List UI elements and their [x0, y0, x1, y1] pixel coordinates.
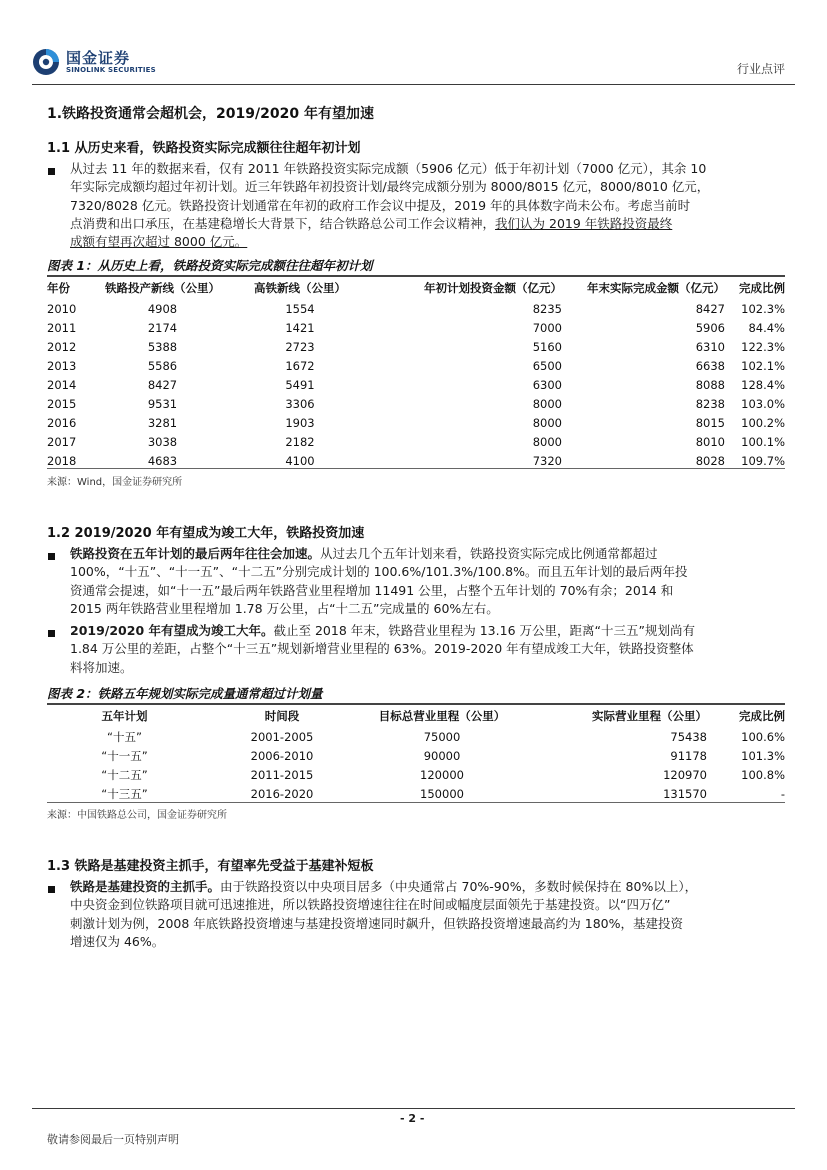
table-cell: 1672: [285, 358, 315, 373]
table-cell: 8427: [695, 301, 725, 316]
table-cell: 3038: [147, 434, 178, 449]
table-cell: 1554: [285, 301, 315, 316]
paragraph-line: 铁路是基建投资的主抓手。由于铁路投资以中央项目居多（中央通常占 70%-90%，多数时候保持在 80%以上），: [70, 879, 698, 894]
company-logo: [32, 46, 162, 78]
table-cell: 8000: [532, 396, 562, 411]
paragraph-line: 刺激计划为例，2008 年底铁路投资增速与基建投资增速同时飙升，但铁路投资增速最高约为 180%，基建投资: [70, 915, 683, 931]
paragraph-line: [70, 233, 785, 251]
table-cell: 8000: [532, 415, 562, 430]
paragraph-line: 资通常会提速，如“十一五”最后两年铁路营业里程增加 11491 公里，占整个五年计划的 70%有余；2014 和: [70, 582, 674, 598]
table-cell: 2016-2020: [250, 786, 314, 801]
table-cell: 91178: [670, 748, 707, 763]
table-cell: 128.4%: [741, 377, 785, 392]
table-cell: 150000: [420, 786, 464, 801]
table-cell: 100.2%: [741, 415, 785, 430]
table-cell: 109.7%: [741, 453, 785, 468]
table-cell: -: [780, 786, 785, 801]
bullet-marker: [48, 553, 55, 560]
table-cell: 8427: [147, 377, 178, 392]
bullet-marker: [48, 630, 55, 637]
table-cell: 2010: [47, 301, 77, 316]
table-cell: 2015: [47, 396, 77, 411]
column-header: 完成比例: [739, 281, 785, 295]
paragraph-1-3: [70, 878, 785, 951]
paragraph-line: 增速仅为 46%。: [70, 933, 165, 949]
key-conclusion: 我们认为 2019 年铁路投资最终: [495, 215, 673, 231]
table-bottom-rule: [47, 802, 785, 803]
logo-chinese-text: 国金证券: [66, 49, 131, 67]
table-cell: 2001-2005: [250, 729, 314, 744]
paragraph-1-2-a: [70, 545, 785, 618]
table-cell: 6638: [695, 358, 725, 373]
table-row: [47, 746, 785, 765]
table-cell: 100.6%: [741, 729, 785, 744]
table-row: [47, 299, 785, 318]
document-type-label: 行业点评: [736, 62, 785, 76]
table-cell: 1421: [285, 320, 315, 335]
table-cell: 2014: [47, 377, 77, 392]
section-title: 1.铁路投资通常会超机会，2019/2020 年有望加速: [47, 106, 374, 122]
paragraph-line: 7320/8028 亿元。铁路投资计划通常在年初的政府工作会议中提及，2019 年的具体数字尚未公布。考虑当前时: [70, 197, 691, 213]
table-cell: 2723: [285, 339, 315, 354]
table-cell: 100.1%: [741, 434, 785, 449]
footer-divider: [32, 1108, 795, 1109]
page-number: - 2 -: [400, 1112, 425, 1125]
paragraph-line: 1.84 万公里的差距，占整个“十三五”规划新增营业里程的 63%。2019-2020 年有望成竣工大年，铁路投资整体: [70, 641, 694, 657]
key-conclusion: 成额有望再次超过 8000 亿元。: [70, 234, 248, 250]
table-cell: 103.0%: [741, 396, 785, 411]
figure-2-source: 来源：中国铁路总公司，国金证券研究所: [47, 810, 227, 821]
table-cell: 2013: [47, 358, 77, 373]
table-row: [47, 356, 785, 375]
table-cell: 2012: [47, 339, 77, 354]
header-divider: [32, 84, 795, 85]
column-header: 五年计划: [101, 709, 148, 723]
table-cell: 9531: [147, 396, 178, 411]
table-cell: 2006-2010: [250, 748, 314, 763]
column-header: 年份: [47, 281, 70, 295]
subsection-1-3-title: 1.3 铁路是基建投资主抓手，有望率先受益于基建补短板: [47, 859, 374, 874]
table-cell: 2174: [147, 320, 178, 335]
table-cell: 2016: [47, 415, 77, 430]
table-row: [47, 765, 785, 784]
bullet-lead: 2019/2020 年有望成为竣工大年。: [70, 623, 274, 638]
paragraph-line: 料将加速。: [70, 659, 133, 675]
column-header: 年初计划投资金额（亿元）: [424, 281, 562, 295]
table-cell: 8010: [695, 434, 725, 449]
table-row: [47, 727, 785, 746]
table-cell: 4100: [285, 453, 315, 468]
table-cell: 5388: [147, 339, 178, 354]
table-cell: 6300: [532, 377, 562, 392]
table-cell: 7000: [532, 320, 562, 335]
table-row: [47, 318, 785, 337]
table-cell: 4908: [147, 301, 178, 316]
table-cell: 8015: [695, 415, 725, 430]
table-row: [47, 432, 785, 451]
subsection-1-2-title: 1.2 2019/2020 年有望成为竣工大年，铁路投资加速: [47, 526, 365, 541]
paragraph-line: 铁路投资在五年计划的最后两年往往会加速。从过去几个五年计划来看，铁路投资实际完成比例通常都超过: [70, 546, 658, 561]
table-cell: 6500: [532, 358, 562, 373]
railway-investment-table: [47, 277, 785, 470]
table-cell: 8028: [695, 453, 725, 468]
bullet-lead: 铁路是基建投资的主抓手。: [70, 879, 221, 894]
table-cell: 75000: [423, 729, 461, 744]
table-cell: 2182: [285, 434, 315, 449]
table-cell: 120000: [420, 767, 464, 782]
table-cell: 3281: [147, 415, 178, 430]
table-header-row: [47, 705, 785, 727]
five-year-plan-table: [47, 705, 785, 803]
table-cell: 1903: [285, 415, 315, 430]
table-cell: 2011-2015: [250, 767, 314, 782]
table-cell: 3306: [285, 396, 315, 411]
column-header: 年末实际完成金额（亿元）: [587, 281, 725, 295]
table-cell: 120970: [663, 767, 707, 782]
logo-mark-icon: [32, 48, 60, 76]
table-cell: 75438: [670, 729, 707, 744]
table-cell: 8238: [695, 396, 725, 411]
paragraph-line: 中央资金到位铁路项目就可迅速推进，所以铁路投资增速往往在时间或幅度层面领先于基建投资。以“四万亿”: [70, 897, 671, 913]
logo-english-text: SINOLINK SECURITIES: [66, 66, 156, 74]
table-cell: 4683: [147, 453, 178, 468]
table-header-row: [47, 277, 785, 299]
paragraph-1-2-b: [70, 622, 785, 677]
table-cell: 8235: [532, 301, 562, 316]
paragraph-line: 年实际完成额均超过年初计划。近三年铁路年初投资计划/最终完成额分别为 8000/8015 亿元，8000/8010 亿元，: [70, 179, 710, 195]
table-cell: 2017: [47, 434, 77, 449]
table-cell: 8088: [695, 377, 725, 392]
figure-2-title: 图表 2：铁路五年规划实际完成量通常超过计划量: [47, 686, 323, 701]
table-cell: 2018: [47, 453, 77, 468]
paragraph-1-1: [70, 160, 785, 251]
bullet-lead: 铁路投资在五年计划的最后两年往往会加速。: [70, 546, 321, 561]
bullet-marker: [48, 886, 55, 893]
paragraph-line: 100%，“十五”、“十一五”、“十二五”分别完成计划的 100.6%/101.3%/100.8%。而且五年计划的最后两年投: [70, 564, 688, 580]
table-cell: 5586: [147, 358, 178, 373]
table-cell: 84.4%: [748, 320, 785, 335]
column-header: 铁路投产新线（公里）: [105, 281, 220, 295]
table-cell: “十二五”: [101, 767, 148, 782]
table-row: [47, 337, 785, 356]
table-cell: 122.3%: [741, 339, 785, 354]
table-cell: 5491: [285, 377, 315, 392]
table-row: [47, 394, 785, 413]
paragraph-line: 2015 两年铁路营业里程增加 1.78 万公里，占“十二五”完成量的 60%左右。: [70, 600, 499, 616]
table-cell: “十一五”: [101, 748, 148, 763]
table-cell: “十三五”: [101, 786, 148, 801]
table-cell: 8000: [532, 434, 562, 449]
table-cell: 131570: [663, 786, 707, 801]
subsection-1-1-title: 1.1 从历史来看，铁路投资实际完成额往往超年初计划: [47, 141, 361, 156]
column-header: 时间段: [264, 709, 300, 723]
table-cell: 5906: [695, 320, 725, 335]
table-row: [47, 413, 785, 432]
table-cell: 5160: [532, 339, 562, 354]
table-cell: 6310: [695, 339, 725, 354]
paragraph-line: 2019/2020 年有望成为竣工大年。截止至 2018 年末，铁路营业里程为 13.16 万公里，距离“十三五”规划尚有: [70, 623, 695, 638]
table-row: [47, 375, 785, 394]
figure-1-source: 来源：Wind，国金证券研究所: [47, 477, 183, 488]
table-cell: “十五”: [107, 729, 142, 744]
table-cell: 90000: [423, 748, 461, 763]
table-cell: 100.8%: [741, 767, 785, 782]
table-cell: 102.1%: [741, 358, 785, 373]
column-header: 实际营业里程（公里）: [592, 709, 707, 723]
paragraph-line: 点消费和出口承压，在基建稳增长大背景下，结合铁路总公司工作会议精神，我们认为 2019 年铁路投资最终: [70, 215, 673, 231]
column-header: 完成比例: [739, 709, 785, 723]
table-cell: 101.3%: [741, 748, 785, 763]
table-cell: 2011: [47, 320, 77, 335]
paragraph-line: 从过去 11 年的数据来看，仅有 2011 年铁路投资实际完成额（5906 亿元）低于年初计划（7000 亿元），其余 10: [70, 161, 707, 176]
column-header: 高铁新线（公里）: [254, 281, 346, 295]
bullet-marker: [48, 168, 55, 175]
footer-disclaimer: 敬请参阅最后一页特别声明: [47, 1133, 179, 1146]
table-cell: 102.3%: [741, 301, 785, 316]
figure-1-title: 图表 1：从历史上看，铁路投资实际完成额往往超年初计划: [47, 258, 373, 273]
column-header: 目标总营业里程（公里）: [378, 709, 506, 723]
table-cell: 7320: [532, 453, 562, 468]
table-row: [47, 784, 785, 803]
table-bottom-rule: [47, 468, 785, 469]
